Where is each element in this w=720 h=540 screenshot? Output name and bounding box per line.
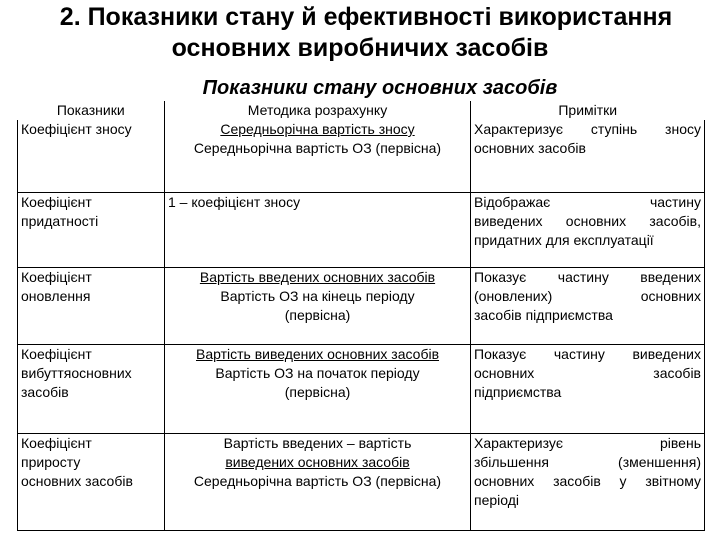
table-subtitle: Показники стану основних засобів — [202, 77, 558, 99]
indicator-name: Коефіцієнт зносу — [18, 120, 165, 193]
indicator-note: Характеризує ступінь зносу основних засобів — [471, 120, 705, 193]
formula-numerator: Вартість виведених основних засобів — [195, 346, 440, 362]
table-header-row — [18, 101, 705, 120]
indicator-note: Показує частину виведених основних засобів підприємства — [471, 345, 705, 434]
formula-denominator: Середньорічна вартість ОЗ (первісна) — [193, 473, 442, 489]
title-line-2: основних виробничих засобів — [171, 34, 549, 62]
formula-denominator: Вартість ОЗ на початок періоду — [215, 365, 420, 381]
indicator-note: Показує частину введених (оновлених) основних засобів підприємства — [471, 268, 705, 345]
formula-numerator-1: Вартість введених – вартість — [223, 435, 412, 451]
table-row — [18, 268, 705, 345]
header-indicators: Показники — [18, 101, 165, 120]
formula-denominator: Вартість ОЗ на кінець періоду — [220, 288, 415, 304]
indicators-table — [17, 101, 705, 531]
header-method: Методика розрахунку — [165, 101, 471, 120]
calculation-formula — [165, 434, 471, 531]
calculation-formula — [165, 268, 471, 345]
calculation-formula — [165, 120, 471, 193]
formula-denominator-note: (первісна) — [284, 307, 351, 323]
formula-text: 1 – коефіцієнт зносу — [168, 194, 301, 210]
formula-numerator: Вартість введених основних засобів — [199, 269, 436, 285]
formula-numerator-2: виведених основних засобів — [225, 454, 410, 470]
indicator-name: Коефіцієнт придатності — [18, 193, 165, 268]
indicator-name: Коефіцієнт приросту основних засобів — [18, 434, 165, 531]
formula-numerator: Середньорічна вартість зносу — [220, 121, 415, 137]
formula-denominator-note: (первісна) — [284, 384, 351, 400]
calculation-formula — [165, 193, 471, 268]
indicator-note: Характеризує рівень збільшення (зменшення) основних засобів у звітному періоді — [471, 434, 705, 531]
table-row — [18, 193, 705, 268]
calculation-formula — [165, 345, 471, 434]
indicator-name: Коефіцієнт вибуттяосновних засобів — [18, 345, 165, 434]
indicator-note: Відображає частину виведених основних засобів, придатних для експлуатації — [471, 193, 705, 268]
table-row — [18, 120, 705, 193]
title-line-1: 2. Показники стану й ефективності використання — [59, 3, 673, 31]
page-title — [0, 2, 720, 64]
header-notes: Примітки — [471, 101, 705, 120]
table-row — [18, 345, 705, 434]
formula-denominator: Середньорічна вартість ОЗ (первісна) — [193, 140, 442, 156]
table-row — [18, 434, 705, 531]
indicator-name: Коефіцієнт оновлення — [18, 268, 165, 345]
